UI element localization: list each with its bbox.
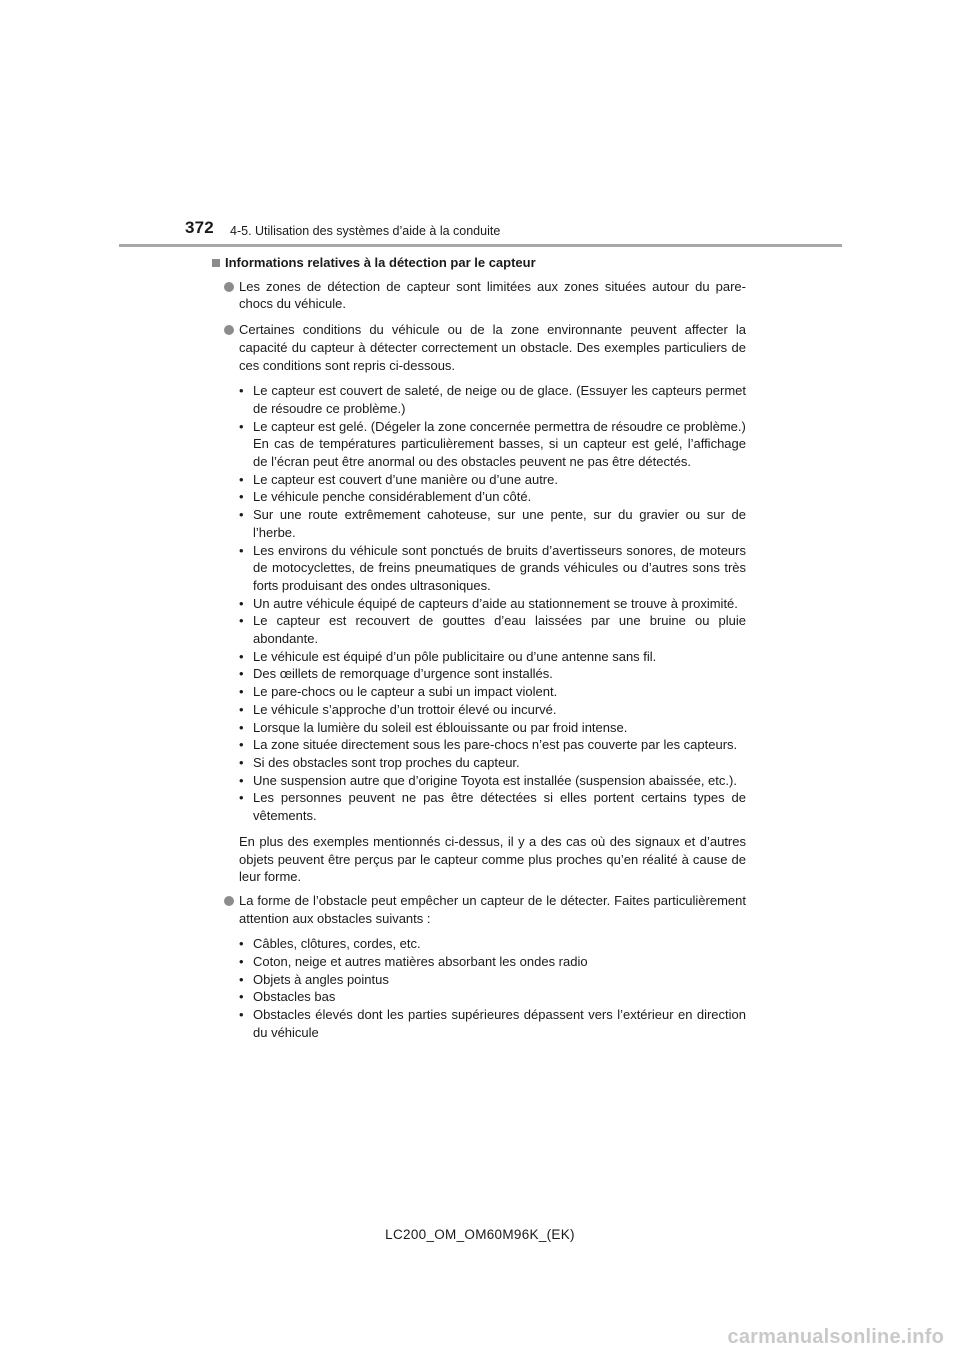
list-item: • Obstacles élevés dont les parties supérieures dépassent vers l’extérieur en direction du véhicule [212, 1006, 746, 1041]
obstacles-list [212, 935, 746, 1041]
bullet-detection-zones [212, 278, 746, 313]
circle-bullet-icon [224, 896, 234, 906]
circle-bullet-icon [224, 325, 234, 335]
list-item: • Le capteur est couvert de saleté, de neige ou de glace. (Essuyer les capteurs permet de résoudre ce problème.) [212, 382, 746, 417]
list-item: • Une suspension autre que d’origine Toyota est installée (suspension abaissée, etc.). [212, 772, 746, 790]
header-divider [119, 244, 842, 247]
bullet-conditions-intro [212, 321, 746, 374]
bullet-text: Certaines conditions du véhicule ou de la zone environnante peuvent affecter la capacité du capteur à détecter correctement un obstacle. Des exemples particuliers de ces conditions sont repris ci-dessous. [239, 322, 746, 373]
document-code: LC200_OM_OM60M96K_(EK) [385, 1227, 575, 1242]
list-item: • Les environs du véhicule sont ponctués de bruits d’avertisseurs sonores, de moteurs de motocyclettes, de freins pneumatiques de grands véhicules ou d’autres sons très forts produisant des ondes ultrasoniques. [212, 542, 746, 595]
circle-bullet-icon [224, 282, 234, 292]
list-item: • Objets à angles pointus [212, 971, 746, 989]
list-item: • Coton, neige et autres matières absorbant les ondes radio [212, 953, 746, 971]
list-item: • Le véhicule s’approche d’un trottoir élevé ou incurvé. [212, 701, 746, 719]
list-item: • Sur une route extrêmement cahoteuse, sur une pente, sur du gravier ou sur de l’herbe. [212, 506, 746, 541]
list-item: • Le véhicule est équipé d’un pôle publicitaire ou d’une antenne sans fil. [212, 648, 746, 666]
list-item: • Le capteur est recouvert de gouttes d’eau laissées par une bruine ou pluie abondante. [212, 612, 746, 647]
list-item: • Le véhicule penche considérablement d’un côté. [212, 488, 746, 506]
list-item: • Câbles, clôtures, cordes, etc. [212, 935, 746, 953]
list-item: • Des œillets de remorquage d’urgence sont installés. [212, 665, 746, 683]
section-title: 4-5. Utilisation des systèmes d’aide à la conduite [230, 224, 501, 238]
list-item: • Le capteur est couvert d’une manière ou d’une autre. [212, 471, 746, 489]
list-item: • Si des obstacles sont trop proches du capteur. [212, 754, 746, 772]
square-bullet-icon [212, 259, 220, 267]
page-content [212, 254, 746, 1050]
bullet-text: Les zones de détection de capteur sont limitées aux zones situées autour du pare-chocs du véhicule. [239, 278, 746, 312]
page-number: 372 [185, 218, 214, 237]
list-item: • Les personnes peuvent ne pas être détectées si elles portent certains types de vêtements. [212, 789, 746, 824]
section-heading-text: Informations relatives à la détection par le capteur [225, 255, 536, 270]
bullet-obstacle-shape [212, 892, 746, 927]
list-item: • Obstacles bas [212, 988, 746, 1006]
list-item: • Le pare-chocs ou le capteur a subi un impact violent. [212, 683, 746, 701]
list-item: • Le capteur est gelé. (Dégeler la zone concernée permettra de résoudre ce problème.) En cas de températures particulièrement basses, si un capteur est gelé, l’affichage de l’écran peut être anormal ou des obstacles peuvent ne pas être détectés. [212, 418, 746, 471]
list-item: • La zone située directement sous les pare-chocs n’est pas couverte par les capteurs. [212, 736, 746, 754]
section-heading [212, 254, 746, 272]
watermark: carmanualsonline.info [727, 1326, 944, 1348]
list-item: • Lorsque la lumière du soleil est éblouissante ou par froid intense. [212, 719, 746, 737]
conditions-list [212, 382, 746, 825]
bullet-text: La forme de l’obstacle peut empêcher un capteur de le détecter. Faites particulièrement attention aux obstacles suivants : [239, 892, 746, 926]
conditions-note: En plus des exemples mentionnés ci-dessus, il y a des cas où des signaux et d’autres objets peuvent être perçus par le capteur comme plus proches qu’en réalité à cause de leur forme. [239, 833, 746, 885]
list-item: • Un autre véhicule équipé de capteurs d’aide au stationnement se trouve à proximité. [212, 595, 746, 613]
